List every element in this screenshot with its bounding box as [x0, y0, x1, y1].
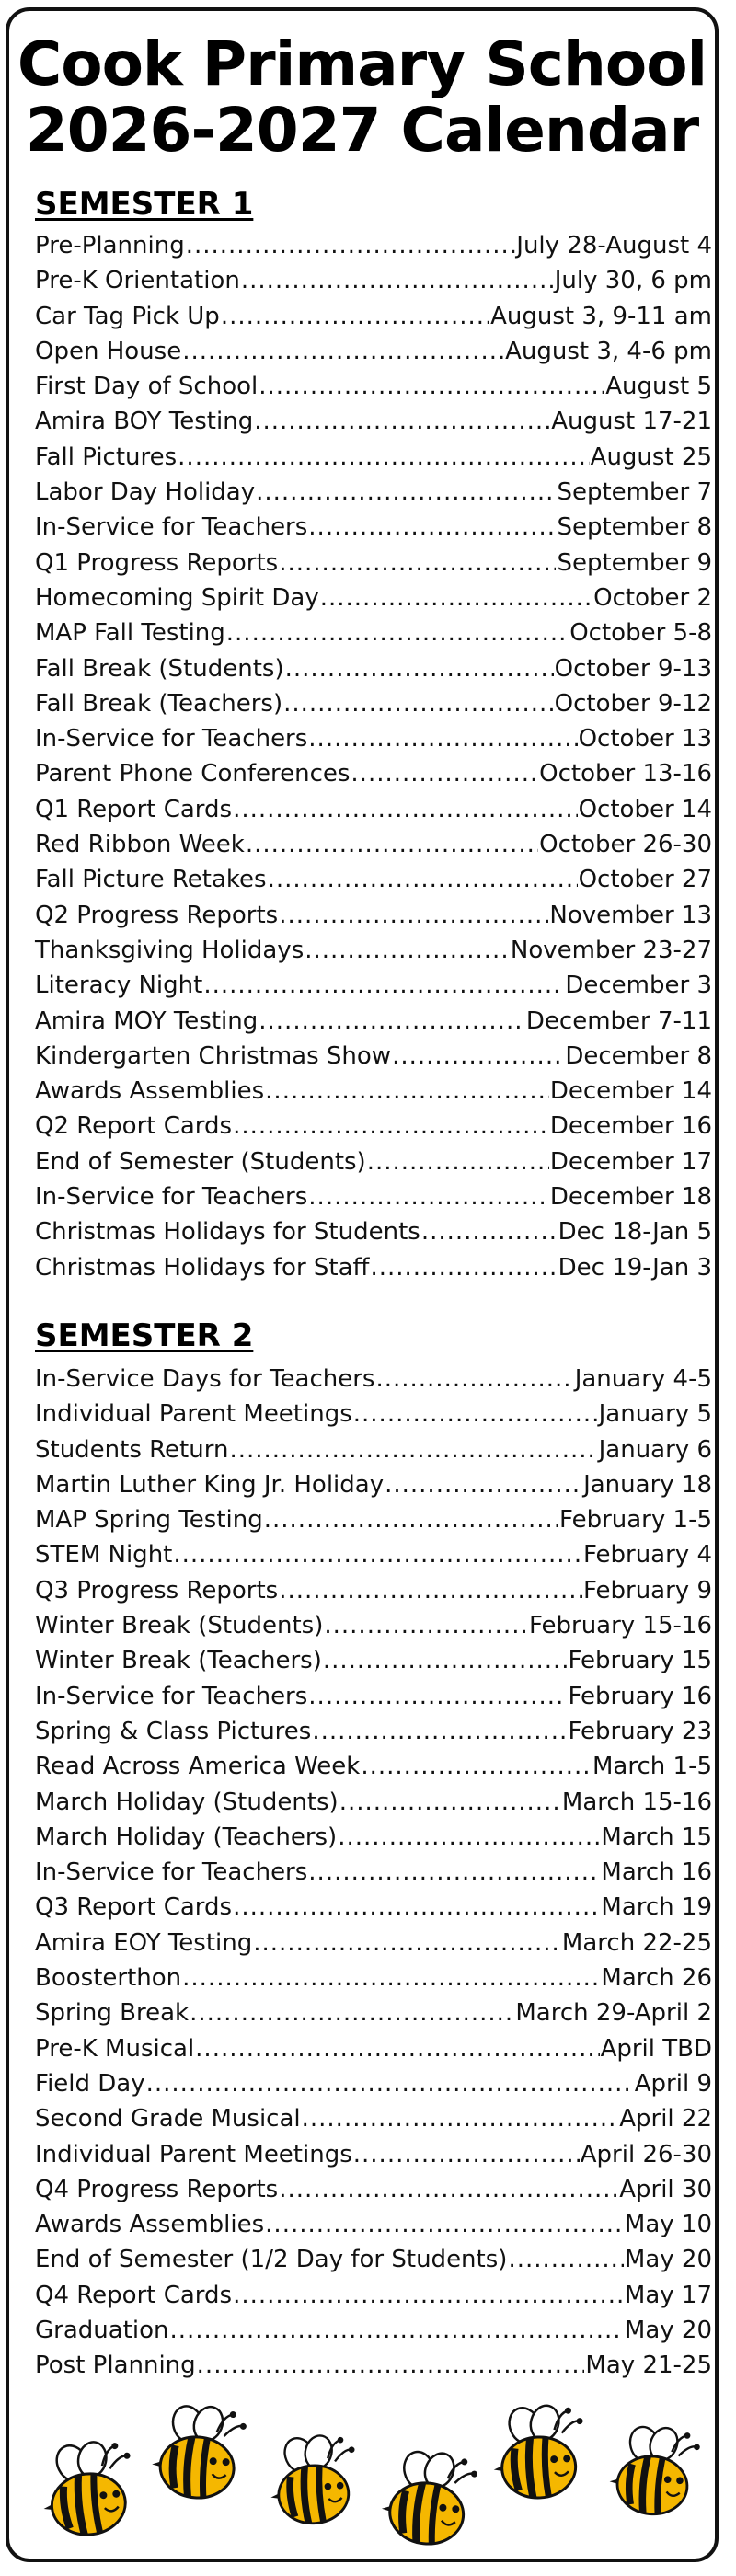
event-name: Pre-K Musical — [35, 2034, 195, 2063]
event-date: January 18 — [583, 1470, 712, 1499]
dot-leader — [338, 1823, 600, 1851]
event-name: Spring & Class Pictures — [35, 1717, 312, 1745]
semester-2-heading: SEMESTER 2 — [35, 1317, 254, 1354]
event-name: Q4 Report Cards — [35, 2281, 233, 2309]
dot-leader — [246, 831, 538, 858]
event-name: Literacy Night — [35, 972, 203, 1000]
event-date: March 22-25 — [561, 1928, 712, 1957]
event-name: Q2 Report Cards — [35, 1112, 233, 1141]
bee-icon — [601, 2421, 706, 2529]
dot-leader — [312, 1718, 567, 1745]
dot-leader — [279, 1577, 582, 1604]
event-name: Students Return — [35, 1435, 229, 1464]
event-name: Pre-Planning — [35, 232, 185, 259]
dot-leader — [265, 2211, 624, 2238]
event-date: October 13-16 — [539, 760, 712, 788]
dot-leader — [256, 478, 556, 506]
dot-leader — [279, 902, 548, 929]
dot-leader — [283, 690, 554, 718]
event-name: MAP Fall Testing — [35, 619, 225, 648]
event-date: October 26-30 — [539, 831, 712, 859]
event-date: December 16 — [549, 1112, 712, 1141]
calendar-event-row — [35, 443, 712, 478]
calendar-event-row — [35, 1964, 712, 1999]
event-name: Martin Luther King Jr. Holiday — [35, 1470, 385, 1499]
event-name: Homecoming Spirit Day — [35, 583, 319, 612]
calendar-year-title: 2026-2027 Calendar — [25, 95, 699, 166]
event-name: Post Planning — [35, 2352, 196, 2380]
dot-leader — [259, 373, 604, 400]
dot-leader — [233, 2282, 624, 2309]
calendar-event-row — [35, 1365, 712, 1400]
dot-leader — [190, 1999, 514, 2027]
event-name: Winter Break (Teachers) — [35, 1647, 322, 1675]
event-date: October 5-8 — [569, 619, 712, 648]
calendar-event-row — [35, 1858, 712, 1893]
school-name-title: Cook Primary School — [17, 29, 707, 99]
dot-leader — [226, 619, 569, 647]
dot-leader — [279, 2176, 618, 2203]
event-name: March Holiday (Teachers) — [35, 1823, 338, 1851]
event-date: November 23-27 — [510, 936, 712, 964]
dot-leader — [308, 1683, 567, 1710]
calendar-event-row — [35, 1254, 712, 1289]
semester-1-heading: SEMESTER 1 — [35, 186, 254, 223]
event-date: February 15 — [568, 1647, 712, 1675]
dot-leader — [351, 760, 538, 788]
event-date: September 8 — [557, 513, 712, 542]
calendar-event-row — [35, 1218, 712, 1253]
event-name: Graduation — [35, 2317, 169, 2345]
event-date: March 15-16 — [561, 1788, 712, 1816]
calendar-event-row — [35, 1042, 712, 1077]
event-name: Fall Picture Retakes — [35, 866, 267, 894]
event-date: August 5 — [605, 373, 712, 401]
event-date: February 1-5 — [559, 1506, 712, 1535]
event-name: In-Service Days for Teachers — [35, 1365, 375, 1393]
event-date: April 9 — [634, 2069, 712, 2098]
dot-leader — [170, 2317, 624, 2344]
dot-leader — [375, 1365, 573, 1393]
event-date: March 16 — [601, 1858, 712, 1887]
dot-leader — [308, 1183, 549, 1211]
event-name: Spring Break — [35, 1999, 190, 2028]
bee-icon — [485, 2400, 592, 2512]
dot-leader — [146, 2070, 634, 2098]
event-name: Winter Break (Students) — [35, 1612, 324, 1640]
semester-1-event-list — [35, 232, 712, 1289]
event-date: May 21-25 — [585, 2352, 712, 2380]
event-date: October 9-13 — [554, 654, 712, 683]
event-name: End of Semester (Students) — [35, 1147, 366, 1176]
event-date: August 17-21 — [551, 408, 712, 436]
calendar-event-row — [35, 1823, 712, 1858]
event-date: Dec 19-Jan 3 — [558, 1253, 712, 1282]
event-date: December 3 — [565, 972, 712, 1000]
event-date: November 13 — [549, 901, 712, 929]
calendar-event-row — [35, 338, 712, 373]
calendar-event-row — [35, 1999, 712, 2034]
dot-leader — [361, 1753, 592, 1780]
event-date: January 4-5 — [574, 1365, 712, 1393]
event-date: February 15-16 — [528, 1612, 712, 1640]
dot-leader — [339, 1788, 561, 1816]
dot-leader — [197, 2352, 585, 2379]
calendar-event-row — [35, 1541, 712, 1576]
event-name: Parent Phone Conferences — [35, 760, 351, 788]
event-date: December 14 — [549, 1077, 712, 1106]
dot-leader — [241, 267, 554, 294]
calendar-event-row — [35, 866, 712, 901]
event-date: April 22 — [619, 2105, 712, 2133]
event-date: September 7 — [557, 478, 712, 507]
calendar-event-row — [35, 1753, 712, 1788]
event-name: March Holiday (Students) — [35, 1788, 339, 1816]
calendar-event-row — [35, 2035, 712, 2070]
dot-leader — [308, 725, 577, 753]
event-date: December 7-11 — [525, 1006, 712, 1035]
event-date: October 13 — [578, 725, 712, 753]
calendar-event-row — [35, 690, 712, 725]
calendar-event-row — [35, 478, 712, 513]
event-name: Car Tag Pick Up — [35, 302, 220, 330]
event-date: March 29-April 2 — [515, 1999, 712, 2028]
dot-leader — [268, 866, 578, 893]
calendar-event-row — [35, 972, 712, 1006]
calendar-event-row — [35, 1436, 712, 1471]
calendar-event-row — [35, 2352, 712, 2386]
event-date: August 3, 9-11 am — [490, 302, 712, 330]
calendar-event-row — [35, 1471, 712, 1506]
event-date: May 17 — [624, 2281, 712, 2309]
event-name: Individual Parent Meetings — [35, 1400, 352, 1429]
event-name: STEM Night — [35, 1541, 173, 1570]
bee-icon — [31, 2435, 143, 2551]
dot-leader — [178, 443, 589, 471]
calendar-event-row — [35, 2070, 712, 2105]
calendar-event-row — [35, 902, 712, 937]
calendar-event-row — [35, 1506, 712, 1541]
event-date: May 20 — [624, 2246, 712, 2274]
calendar-event-row — [35, 2141, 712, 2176]
calendar-event-row — [35, 1788, 712, 1823]
event-date: January 6 — [598, 1435, 712, 1464]
semester-2-event-list — [35, 1365, 712, 2387]
dot-leader — [264, 1506, 558, 1534]
calendar-event-row — [35, 2317, 712, 2352]
calendar-event-row — [35, 796, 712, 831]
calendar-event-row — [35, 267, 712, 302]
event-name: Read Across America Week — [35, 1753, 361, 1781]
calendar-event-row — [35, 584, 712, 619]
calendar-event-row — [35, 513, 712, 548]
calendar-event-row — [35, 1647, 712, 1682]
bee-icon — [261, 2430, 364, 2536]
event-date: July 28-August 4 — [516, 232, 712, 259]
event-name: Pre-K Orientation — [35, 267, 240, 295]
dot-leader — [233, 796, 578, 823]
dot-leader — [308, 1858, 600, 1886]
dot-leader — [305, 937, 510, 964]
event-date: February 16 — [568, 1682, 712, 1710]
calendar-event-row — [35, 1077, 712, 1112]
dot-leader — [308, 513, 556, 541]
event-name: Awards Assemblies — [35, 2211, 265, 2239]
calendar-event-row — [35, 619, 712, 654]
dot-leader — [195, 2035, 599, 2063]
calendar-event-row — [35, 373, 712, 408]
event-date: August 3, 4-6 pm — [505, 337, 712, 365]
dot-leader — [302, 2105, 619, 2133]
event-name: In-Service for Teachers — [35, 725, 308, 753]
event-name: Q2 Progress Reports — [35, 901, 279, 929]
event-date: January 5 — [598, 1400, 712, 1429]
calendar-event-row — [35, 549, 712, 584]
event-name: Labor Day Holiday — [35, 478, 256, 507]
dot-leader — [367, 1148, 549, 1176]
event-date: April TBD — [600, 2034, 712, 2063]
event-date: July 30, 6 pm — [554, 267, 712, 295]
event-name: Fall Break (Teachers) — [35, 689, 283, 718]
calendar-event-row — [35, 1718, 712, 1753]
dot-leader — [353, 1400, 598, 1428]
event-date: September 9 — [557, 548, 712, 577]
dot-leader — [233, 1112, 549, 1140]
dot-leader — [186, 232, 516, 259]
dot-leader — [203, 972, 564, 999]
event-name: Fall Pictures — [35, 443, 178, 471]
event-name: Amira EOY Testing — [35, 1928, 253, 1957]
event-date: May 10 — [624, 2211, 712, 2239]
dot-leader — [229, 1436, 597, 1464]
event-name: Amira MOY Testing — [35, 1006, 259, 1035]
calendar-event-row — [35, 303, 712, 338]
dot-leader — [253, 1929, 561, 1957]
calendar-event-row — [35, 760, 712, 795]
event-name: Awards Assemblies — [35, 1077, 265, 1106]
dot-leader — [370, 1254, 557, 1282]
event-name: Q1 Report Cards — [35, 795, 233, 823]
event-name: Q3 Progress Reports — [35, 1576, 279, 1604]
event-name: Individual Parent Meetings — [35, 2140, 352, 2168]
event-date: October 2 — [593, 583, 712, 612]
calendar-event-row — [35, 232, 712, 267]
event-date: April 26-30 — [580, 2140, 712, 2168]
calendar-card — [6, 7, 719, 2562]
event-name: Q3 Report Cards — [35, 1893, 233, 1922]
event-name: Fall Break (Students) — [35, 654, 284, 683]
dot-leader — [259, 1007, 525, 1035]
dot-leader — [233, 1893, 600, 1921]
event-name: Boosterthon — [35, 1964, 182, 1993]
event-date: Dec 18-Jan 5 — [558, 1218, 712, 1247]
event-name: End of Semester (1/2 Day for Students) — [35, 2246, 508, 2274]
calendar-event-row — [35, 408, 712, 443]
calendar-event-row — [35, 1183, 712, 1218]
calendar-event-row — [35, 2282, 712, 2317]
dot-leader — [285, 655, 554, 683]
dot-leader — [323, 1647, 568, 1674]
event-name: In-Service for Teachers — [35, 1682, 308, 1710]
dot-leader — [265, 1077, 549, 1105]
event-date: October 14 — [578, 795, 712, 823]
event-date: August 25 — [590, 443, 712, 471]
event-name: Q1 Progress Reports — [35, 548, 279, 577]
dot-leader — [392, 1042, 564, 1070]
dot-leader — [173, 1541, 582, 1569]
event-name: Open House — [35, 337, 182, 365]
calendar-event-row — [35, 1929, 712, 1964]
bee-icon — [144, 2399, 252, 2512]
calendar-event-row — [35, 1577, 712, 1612]
event-name: In-Service for Teachers — [35, 1858, 308, 1887]
event-date: April 30 — [619, 2175, 712, 2203]
dot-leader — [254, 408, 550, 435]
calendar-event-row — [35, 655, 712, 690]
event-name: Kindergarten Christmas Show — [35, 1041, 392, 1070]
event-date: October 27 — [578, 866, 712, 894]
calendar-event-row — [35, 831, 712, 866]
bee-icon — [372, 2444, 483, 2560]
event-date: May 20 — [624, 2317, 712, 2345]
event-name: Christmas Holidays for Students — [35, 1218, 420, 1247]
dot-leader — [385, 1471, 582, 1499]
event-date: February 9 — [582, 1576, 712, 1604]
calendar-event-row — [35, 1612, 712, 1647]
calendar-event-row — [35, 1893, 712, 1928]
event-name: MAP Spring Testing — [35, 1506, 263, 1535]
dot-leader — [221, 303, 489, 330]
event-date: February 23 — [568, 1717, 712, 1745]
event-name: In-Service for Teachers — [35, 513, 308, 542]
event-name: Amira BOY Testing — [35, 408, 254, 436]
dot-leader — [353, 2141, 580, 2168]
calendar-event-row — [35, 1400, 712, 1435]
event-date: October 9-12 — [554, 689, 712, 718]
event-date: February 4 — [582, 1541, 712, 1570]
event-name: Thanksgiving Holidays — [35, 936, 305, 964]
event-date: March 1-5 — [592, 1753, 712, 1781]
calendar-event-row — [35, 1148, 712, 1183]
calendar-event-row — [35, 1683, 712, 1718]
dot-leader — [182, 1964, 600, 1992]
calendar-event-row — [35, 1112, 712, 1147]
dot-leader — [320, 584, 592, 612]
dot-leader — [421, 1218, 558, 1246]
event-name: Red Ribbon Week — [35, 831, 245, 859]
calendar-event-row — [35, 937, 712, 972]
event-date: December 17 — [549, 1147, 712, 1176]
event-date: March 15 — [601, 1823, 712, 1851]
event-name: Field Day — [35, 2069, 145, 2098]
event-date: December 18 — [549, 1183, 712, 1212]
dot-leader — [279, 549, 556, 577]
calendar-event-row — [35, 2246, 712, 2281]
event-date: March 26 — [601, 1964, 712, 1993]
bee-decoration-row — [37, 2403, 708, 2541]
calendar-event-row — [35, 1007, 712, 1042]
event-date: March 19 — [601, 1893, 712, 1922]
dot-leader — [508, 2246, 623, 2273]
dot-leader — [182, 338, 504, 365]
calendar-event-row — [35, 2176, 712, 2211]
event-name: Christmas Holidays for Staff — [35, 1253, 370, 1282]
calendar-event-row — [35, 725, 712, 760]
calendar-event-row — [35, 2105, 712, 2140]
event-name: Q4 Progress Reports — [35, 2175, 279, 2203]
event-name: Second Grade Musical — [35, 2105, 301, 2133]
calendar-event-row — [35, 2211, 712, 2246]
event-name: First Day of School — [35, 373, 259, 401]
event-name: In-Service for Teachers — [35, 1183, 308, 1212]
event-date: December 8 — [565, 1041, 712, 1070]
dot-leader — [324, 1612, 528, 1639]
